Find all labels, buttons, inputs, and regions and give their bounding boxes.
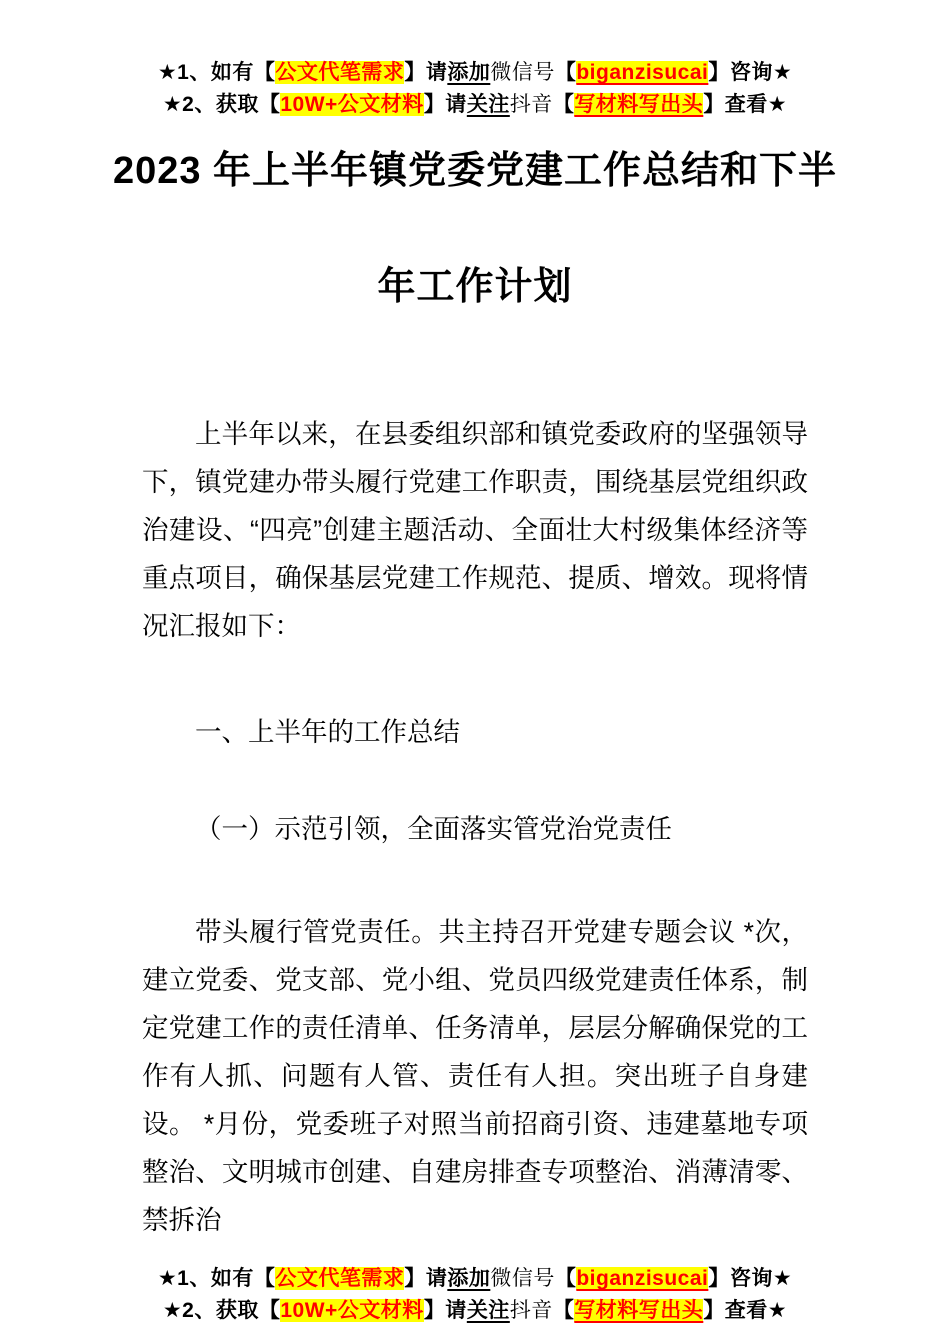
promo-segment: 写材料写出头 [574, 93, 704, 116]
section-heading: 一、上半年的工作总结 [195, 717, 460, 747]
promo-segment: 10W+公文材料 [280, 93, 424, 116]
promo-segment: 公文代笔需求 [275, 1267, 405, 1290]
promo-line-2 [0, 1295, 950, 1327]
promo-segment: 】请 [423, 1299, 467, 1322]
document-title-line-1: 2023 年上半年镇党委党建工作总结和下半 [112, 150, 838, 192]
promo-segment: 】请 [404, 1267, 448, 1290]
header-promo [0, 0, 950, 121]
promo-segment: 【 [552, 1299, 575, 1322]
promo-segment: ★2、获取【 [162, 1299, 281, 1322]
promo-segment: 抖音 [509, 93, 553, 116]
footer-promo [0, 1263, 950, 1327]
promo-segment: 10W+公文材料 [280, 1299, 424, 1322]
paragraph-body: 带头履行管党责任。共主持召开党建专题会议 *次，建立党委、党支部、党小组、党员四级党建责任体系，制定党建工作的责任清单、任务清单，层层分解确保党的工作有人抓、问题有人管、责任有人担。突出班子自身建设。 *月份，党委班子对照当前招商引资、违建墓地专项整治、文明城市创建、自建房排查专项整治、消薄清零、禁拆治 [142, 917, 808, 1235]
document-title-line-2: 年工作计划 [377, 266, 573, 308]
promo-segment: ★2、获取【 [162, 93, 281, 116]
promo-line-1 [0, 57, 950, 89]
promo-line-1 [0, 1263, 950, 1295]
promo-segment: 】咨询★ [708, 61, 793, 84]
promo-segment: 关注 [466, 1299, 510, 1322]
promo-segment: biganzisucai [576, 61, 709, 84]
paragraph-intro: 上半年以来，在县委组织部和镇党委政府的坚强领导下，镇党建办带头履行党建工作职责，围绕基层党组织政治建设、“四亮”创建主题活动、全面壮大村级集体经济等重点项目，确保基层党建工作规范、提质、增效。现将情况汇报如下： [142, 419, 808, 641]
promo-line-2 [0, 89, 950, 121]
promo-segment: 】查看★ [703, 1299, 788, 1322]
promo-segment: 添加 [447, 1267, 491, 1290]
promo-segment: biganzisucai [576, 1267, 709, 1290]
promo-segment: 抖音 [509, 1299, 553, 1322]
promo-segment: 【 [554, 61, 577, 84]
promo-segment: 微信号 [490, 61, 555, 84]
promo-segment: 】咨询★ [708, 1267, 793, 1290]
promo-segment: 添加 [447, 61, 491, 84]
promo-segment: 关注 [466, 93, 510, 116]
promo-segment: ★1、如有【 [157, 1267, 276, 1290]
promo-segment: 】请 [404, 61, 448, 84]
promo-segment: 公文代笔需求 [275, 61, 405, 84]
promo-segment: 微信号 [490, 1267, 555, 1290]
promo-segment: 【 [554, 1267, 577, 1290]
promo-segment: 】请 [423, 93, 467, 116]
promo-segment: 【 [552, 93, 575, 116]
promo-segment: 】查看★ [703, 93, 788, 116]
subsection-heading: （一）示范引领，全面落实管党治党责任 [195, 814, 672, 844]
promo-segment: 写材料写出头 [574, 1299, 704, 1322]
promo-segment: ★1、如有【 [157, 61, 276, 84]
